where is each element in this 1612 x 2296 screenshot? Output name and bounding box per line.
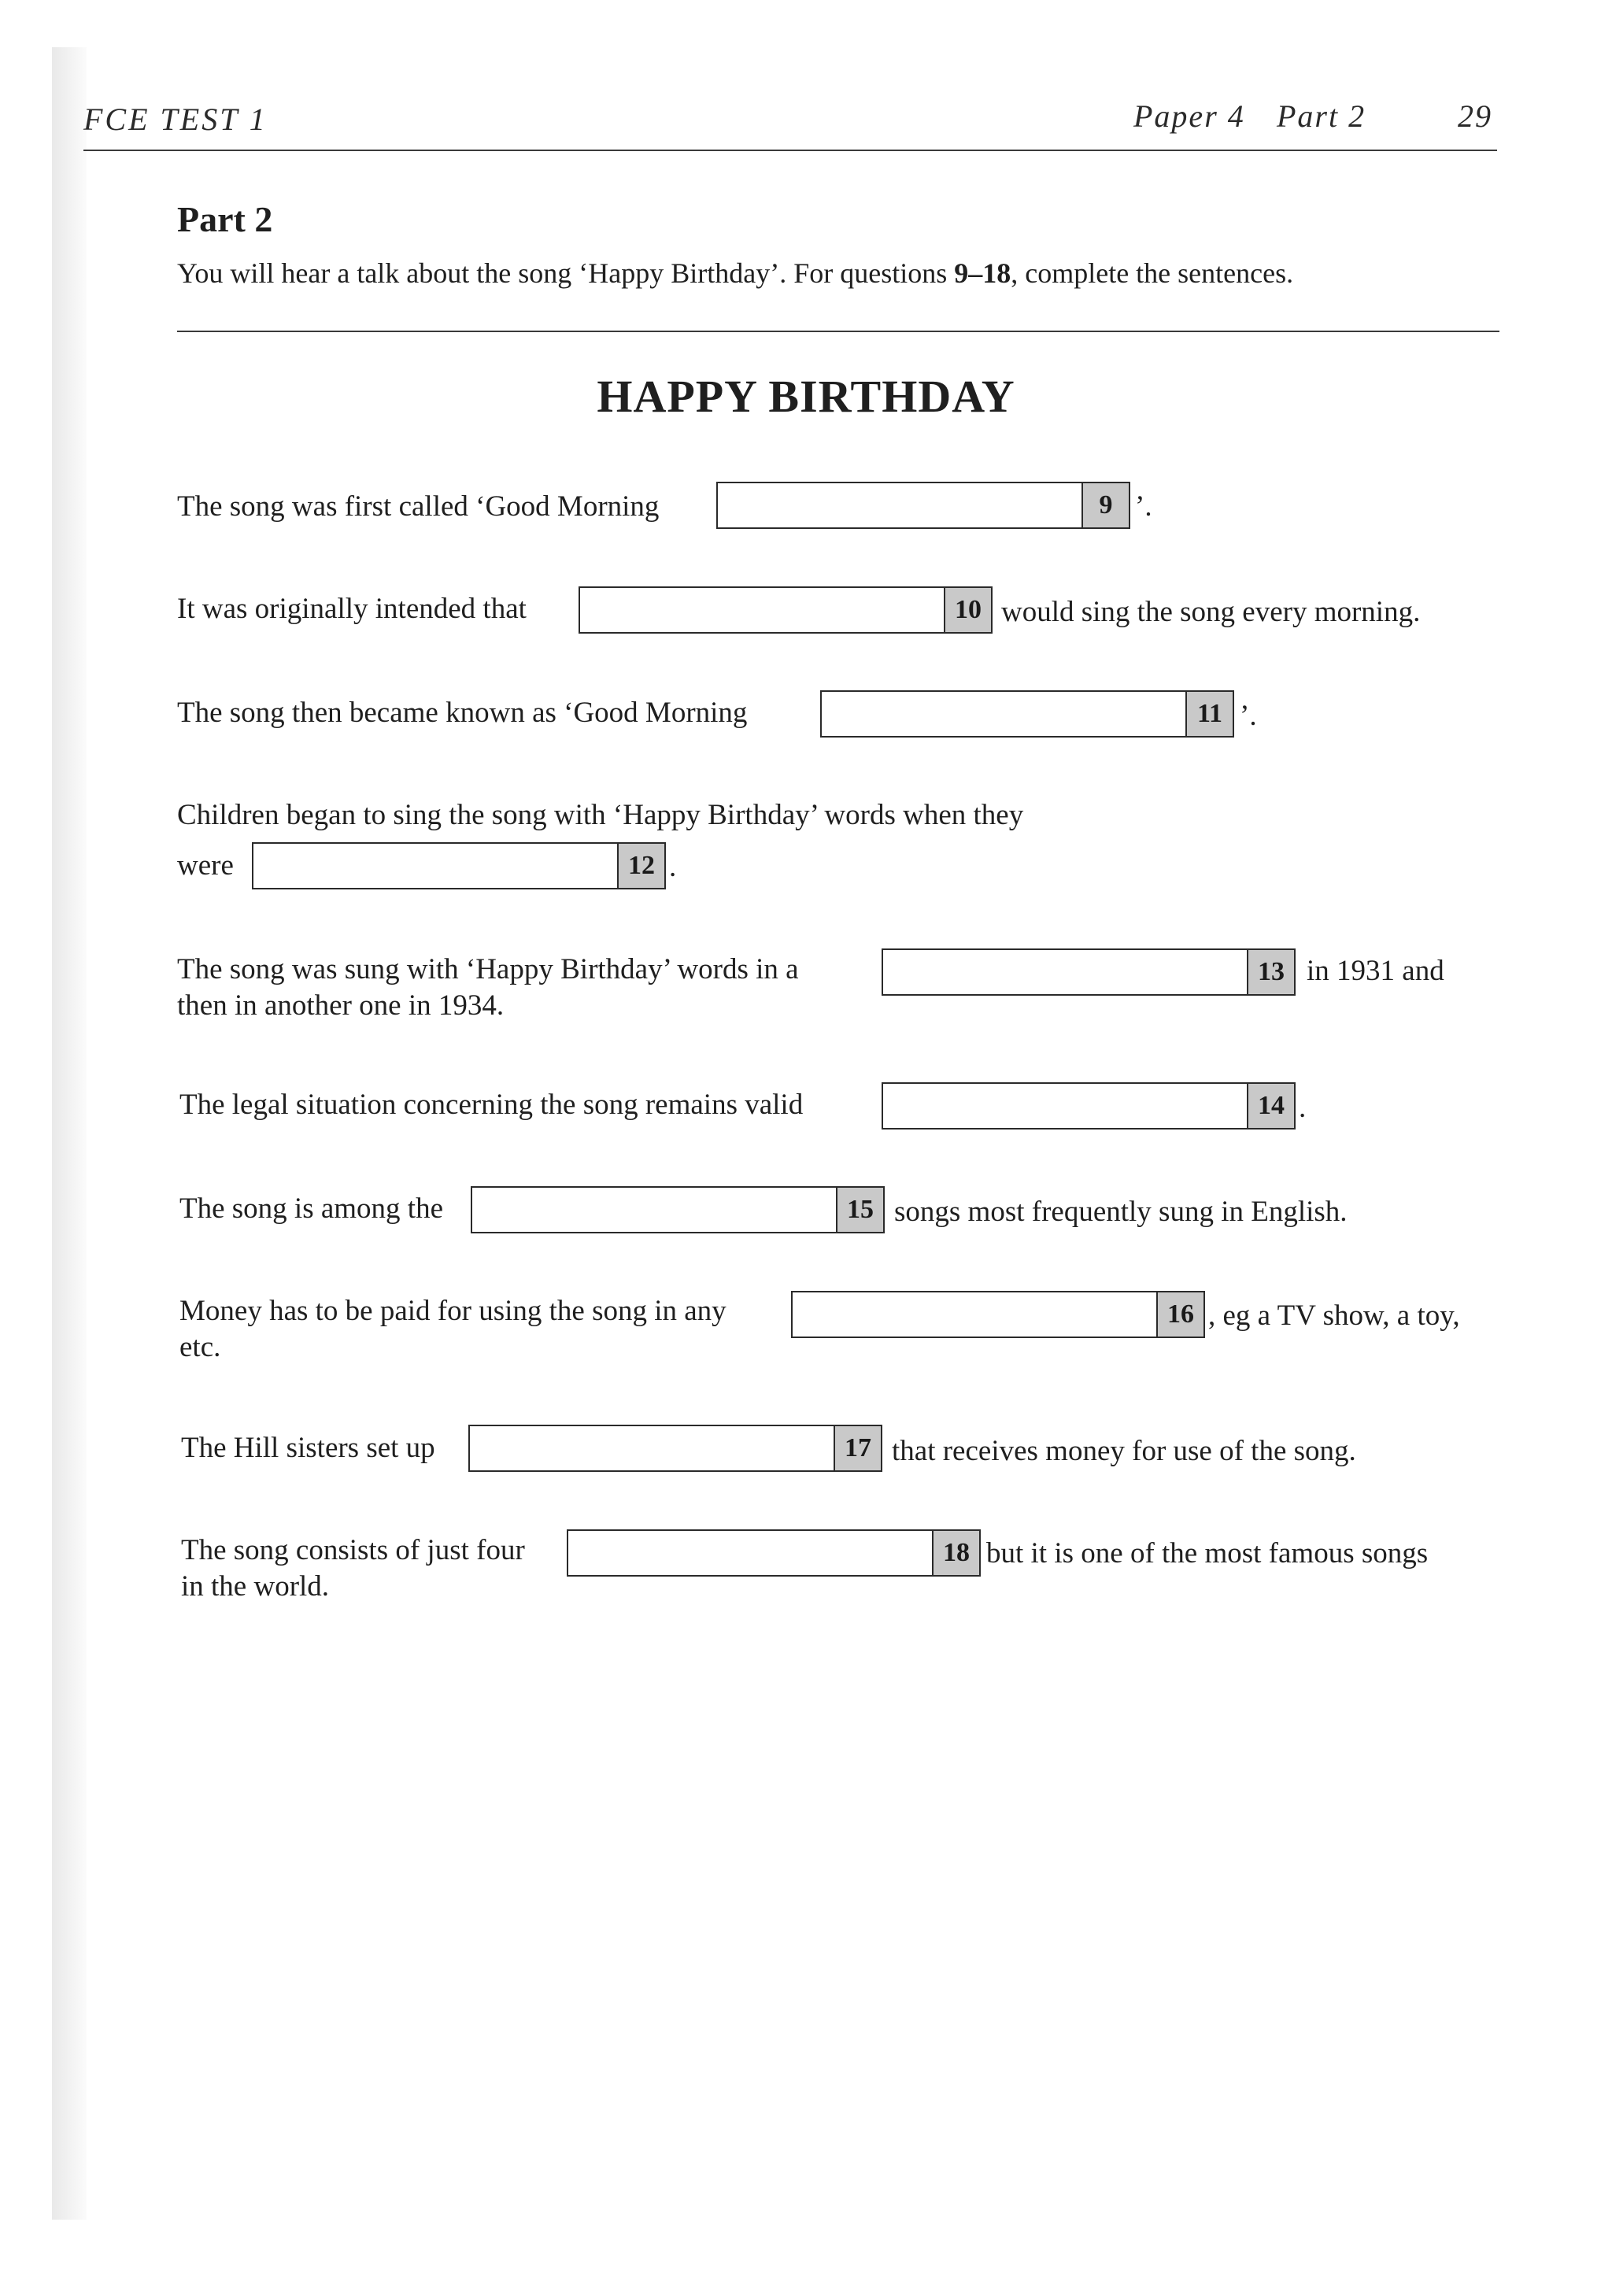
part-label: Part 2 <box>1277 98 1366 134</box>
sentence-15-text: The song is among the <box>179 1192 444 1225</box>
sentence-16-end: , eg a TV show, a toy, <box>1208 1300 1460 1332</box>
answer-box-13[interactable] <box>882 948 1296 996</box>
sentence-9-end: ’. <box>1135 490 1152 523</box>
sentence-15-end: songs most frequently sung in English. <box>894 1196 1348 1228</box>
answer-box-9[interactable] <box>716 482 1130 529</box>
sentence-17-text: The Hill sisters set up <box>181 1432 435 1464</box>
sentence-12-text: Children began to sing the song with ‘Happy Birthday’ words when they <box>177 799 1024 831</box>
sentence-12-text-line2: were <box>177 849 234 882</box>
sentence-10-end: would sing the song every morning. <box>1001 596 1421 628</box>
question-number-18: 18 <box>932 1531 979 1575</box>
answer-box-11[interactable] <box>820 690 1234 738</box>
answer-box-10[interactable] <box>579 586 993 634</box>
paper-label: Paper 4 <box>1133 98 1245 134</box>
answer-box-14[interactable] <box>882 1082 1296 1130</box>
question-number-15: 15 <box>836 1188 883 1232</box>
sentence-9-text: The song was first called ‘Good Morning <box>177 490 660 523</box>
sentence-11-text: The song then became known as ‘Good Morning <box>177 697 748 729</box>
section-title: Part 2 <box>177 199 273 239</box>
question-number-16: 16 <box>1156 1292 1203 1337</box>
instructions <box>177 257 1293 290</box>
question-number-17: 17 <box>834 1426 881 1470</box>
test-label: FCE TEST 1 <box>83 102 268 137</box>
sentence-16-text: Money has to be paid for using the song in any <box>179 1295 727 1327</box>
sentence-13-end: in 1931 and <box>1307 955 1444 987</box>
sentence-13-text-line2: then in another one in 1934. <box>177 989 505 1022</box>
page-number: 29 <box>1458 98 1492 134</box>
section-divider <box>177 331 1499 332</box>
question-number-13: 13 <box>1247 950 1294 994</box>
sentence-18-text-line2: in the world. <box>181 1570 330 1603</box>
question-range: 9–18 <box>954 257 1011 289</box>
sentence-16-text-line2: etc. <box>179 1331 221 1363</box>
sentence-17-end: that receives money for use of the song. <box>892 1435 1356 1467</box>
sentence-18-text: The song consists of just four <box>181 1534 525 1566</box>
question-number-12: 12 <box>617 844 664 888</box>
answer-box-17[interactable] <box>468 1425 882 1472</box>
sentence-12-end: . <box>669 851 677 883</box>
answer-box-15[interactable] <box>471 1186 885 1233</box>
instruction-text-end: , complete the sentences. <box>1011 257 1294 289</box>
sentence-14-text: The legal situation concerning the song remains valid <box>179 1089 804 1121</box>
sentence-14-end: . <box>1299 1092 1307 1124</box>
instruction-text: You will hear a talk about the song ‘Happy Birthday’. For questions <box>177 257 955 289</box>
document-title: HAPPY BIRTHDAY <box>597 371 1015 422</box>
answer-box-18[interactable] <box>567 1529 981 1577</box>
question-number-10: 10 <box>944 588 991 632</box>
question-number-14: 14 <box>1247 1084 1294 1128</box>
question-number-11: 11 <box>1185 692 1233 736</box>
question-number-9: 9 <box>1081 483 1129 527</box>
answer-box-12[interactable] <box>252 842 666 889</box>
sentence-11-end: ’. <box>1240 700 1257 732</box>
answer-box-16[interactable] <box>791 1291 1205 1338</box>
header-divider <box>83 150 1497 151</box>
sentence-10-text: It was originally intended that <box>177 593 527 625</box>
sentence-13-text: The song was sung with ‘Happy Birthday’ words in a <box>177 953 799 985</box>
sentence-18-end: but it is one of the most famous songs <box>986 1537 1429 1569</box>
